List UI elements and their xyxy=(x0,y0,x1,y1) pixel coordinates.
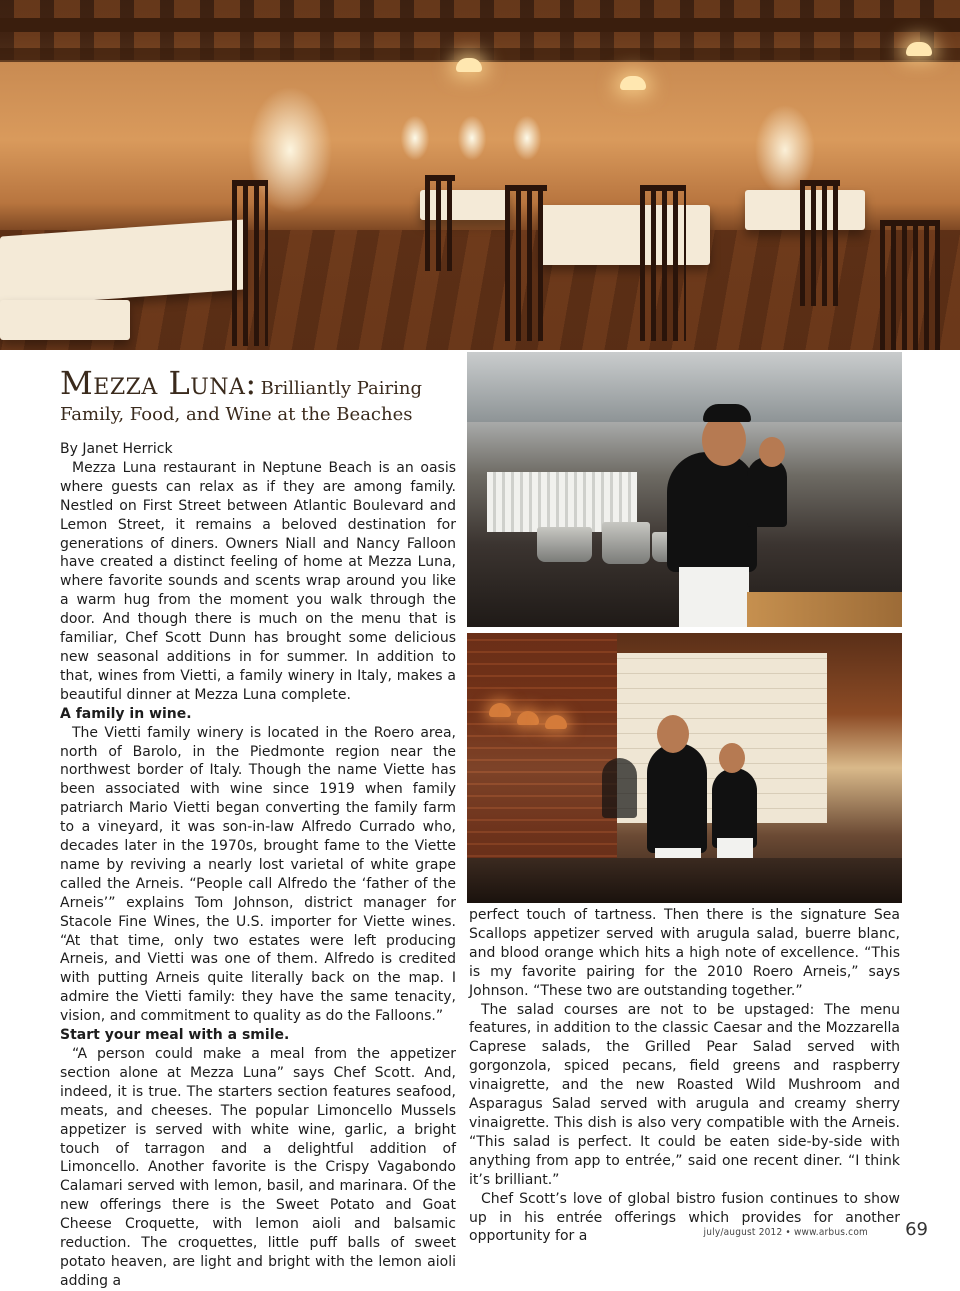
section-heading: Start your meal with a smile. xyxy=(60,1027,290,1044)
page-number: 69 xyxy=(905,1219,928,1240)
kitchen-chef-photo xyxy=(467,352,902,627)
footer-issue-site: july/august 2012 • www.arbus.com xyxy=(703,1227,868,1238)
article-column-right xyxy=(469,906,900,1246)
paragraph: The Vietti family winery is located in the Roero area, north of Barolo, in the Piedmonte region near the northwest border of Italy. Though the name Viette has been associated with wine since 1919 when family patriarch Mario Vietti began converting the family farm to a vineyard, it was son-in-law Alfredo Currado who, decades later in the 1970s, brought fame to the Viette name by reviving a nearly lost varietal of white grape called the Arneis. “People call Alfredo the ‘father of the Arneis’” explains Tom Johnson, district manager for Stacole Fine Wines, the U.S. importer for Viette wines. “At that time, only two estates were left producing Arneis, and Vietti was one of them. Alfredo is credited with putting Arneis quite literally back on the map. I admire the Vietti family: they have the same tenacity, vision, and commitment to quality as do the Falloons.” xyxy=(60,724,456,1025)
paragraph: perfect touch of tartness. Then there is the signature Sea Scallops appetizer served with arugula salad, buerre blanc, and blood orange which hits a high note of excellence. “This is my favorite pairing for the 2010 Roero Arneis,” says Johnson. “These two are outstanding together.” xyxy=(469,907,900,999)
paragraph: Chef Scott’s love of global bistro fusion continues to show up in his entrée offerings which provides for another opportunity for a xyxy=(469,1190,900,1245)
title-subtitle-line2: Family, Food, and Wine at the Beaches xyxy=(60,404,413,425)
paragraph: The salad courses are not to be upstaged: The menu features, in addition to the classic Caesar and the Mozzarella Caprese salads, the Grilled Pear Salad served with gorgonzola, spiced pecans, field greens and raspberry vinaigrette, and the new Roasted Wild Mushroom and Asparagus Salad served with arugula and creamy sherry vinaigrette. This dish is also very compatible with the Arneis. “This salad is perfect. It could be eaten side-by-side with anything from app to entrée,” said one recent diner. “I think it’s brilliant.” xyxy=(469,1001,900,1188)
paragraph: Mezza Luna restaurant in Neptune Beach is an oasis where guests can relax as if they are among family. Nestled on First Street between Atlantic Boulevard and Lemon Street, it remains a beloved destination for generations of diners. Owners Niall and Nancy Falloon have created a distinct feeling of home at Mezza Luna, where favorite sounds and scents wrap around you like a warm hug from the moment you walk through the door. And though there is much on the menu that is familiar, Chef Scott Dunn has brought some delicious new seasonal additions in for summer. In addition to that, wines from Vietti, a family winery in Italy, makes a beautiful dinner at Mezza Luna complete. xyxy=(60,459,456,703)
kitchen-line-photo xyxy=(467,633,902,903)
title-subtitle-line1: Brilliantly Pairing xyxy=(260,378,423,399)
article-title xyxy=(60,364,460,425)
section-heading: A family in wine. xyxy=(60,705,192,722)
dining-room-photo xyxy=(0,0,960,350)
byline: By Janet Herrick xyxy=(60,441,173,457)
title-main: Mezza Luna: xyxy=(60,364,257,402)
article-column-left xyxy=(60,440,456,1291)
paragraph: “A person could make a meal from the appetizer section alone at Mezza Luna” says Chef Scott. And, indeed, it is true. The starters section features seafood, meats, and cheeses. The popular Limoncello Mussels appetizer is served with white wine, garlic, a bright touch of tarragon and a delightful addition of Limoncello. Another favorite is the Crispy Vagabondo Calamari served with lemon, basil, and marinara. Of the new offerings there is the Sweet Potato and Goat Cheese Croquette, with lemon aioli and balsamic reduction. The croquettes, little puff balls of sweet potato heaven, are light and bright with the lemon aioli adding a xyxy=(60,1046,456,1289)
